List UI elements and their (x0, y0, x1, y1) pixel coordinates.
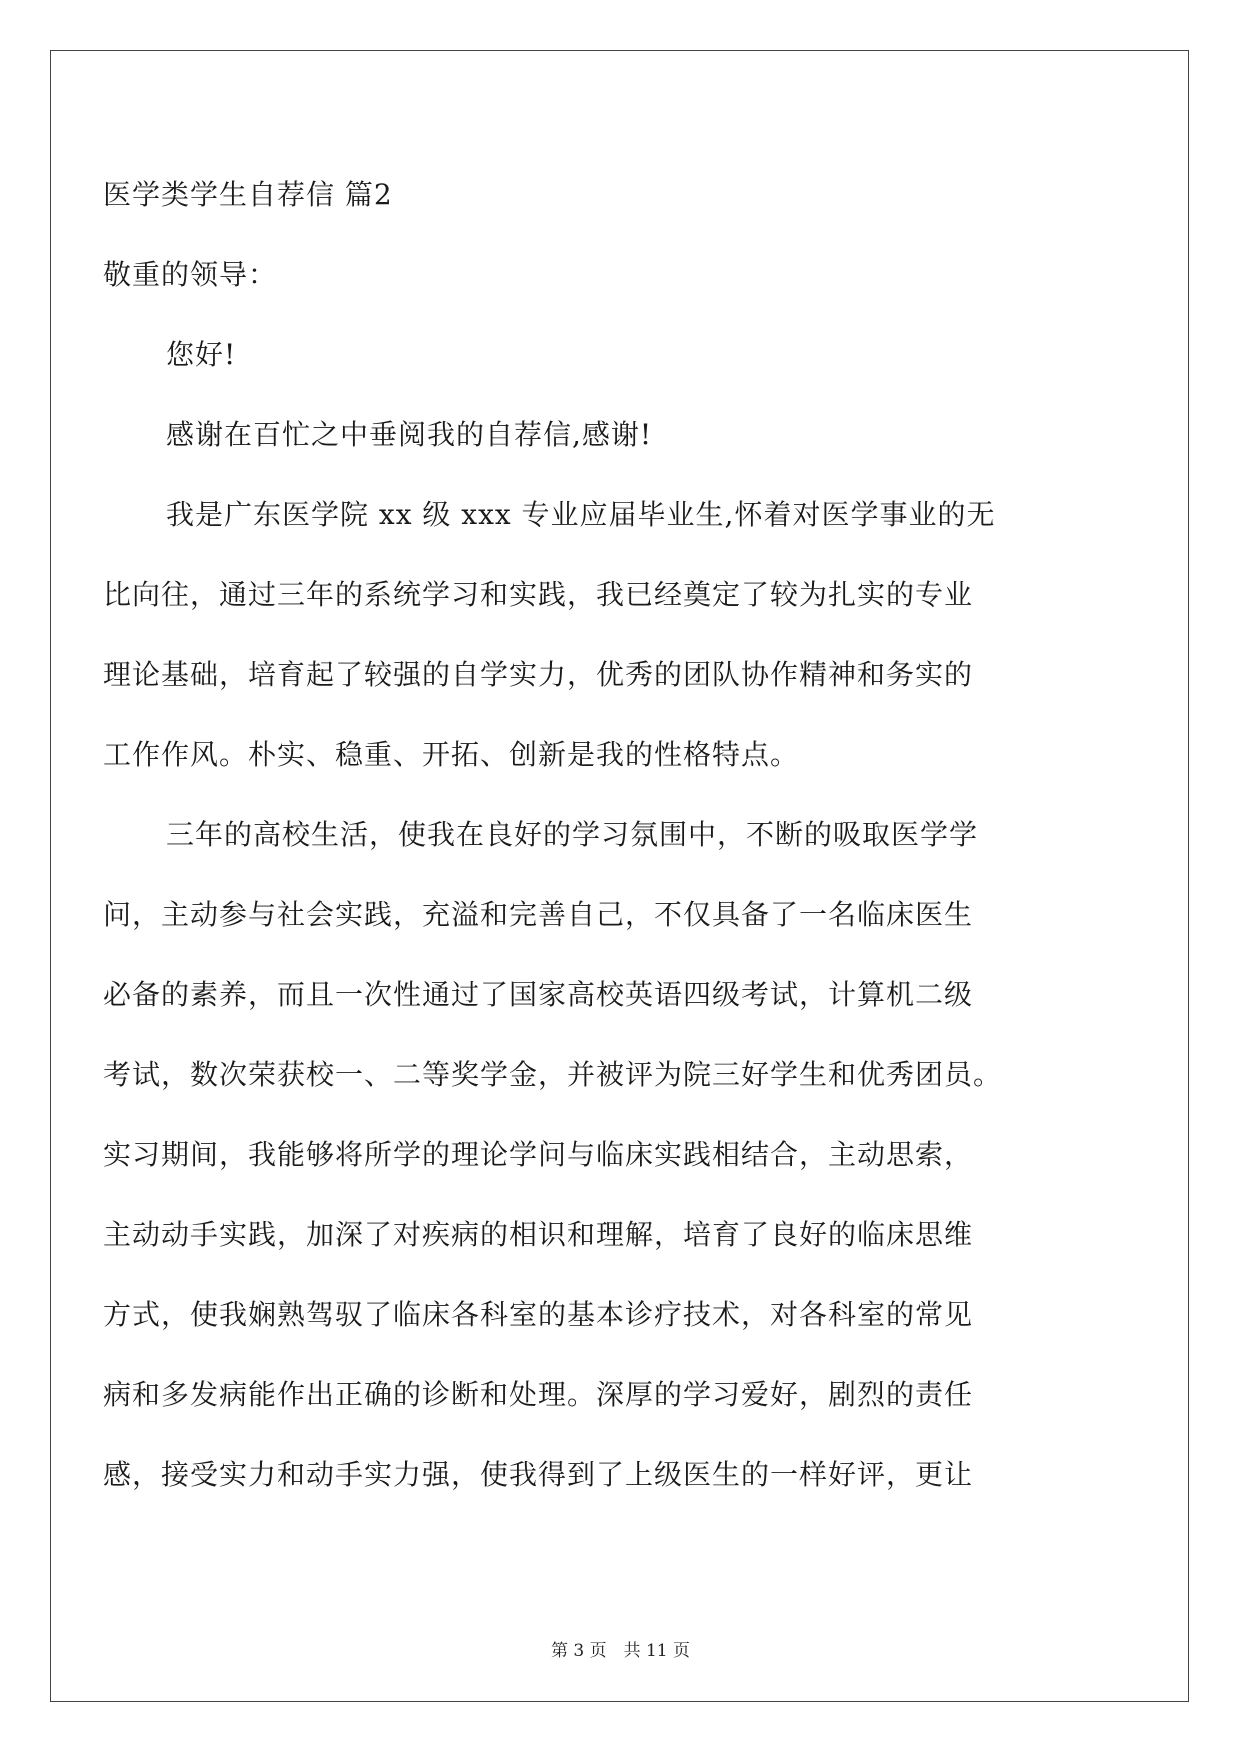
text-line: 工作作风。朴实、稳重、开拓、创新是我的性格特点。 (103, 738, 800, 771)
text-line: 我是广东医学院 xx 级 xxx 专业应届毕业生,怀着对医学事业的无 (166, 498, 996, 531)
text-line: 考试，数次荣获校一、二等奖学金，并被评为院三好学生和优秀团员。 (103, 1058, 1003, 1091)
text-line: 三年的高校生活，使我在良好的学习氛围中，不断的吸取医学学 (166, 818, 979, 851)
text-line: 病和多发病能作出正确的诊断和处理。深厚的学习爱好，剧烈的责任 (103, 1378, 974, 1411)
text-line: 您好! (166, 338, 237, 371)
text-line: 方式，使我娴熟驾驭了临床各科室的基本诊疗技术，对各科室的常见 (103, 1298, 974, 1331)
salutation: 敬重的领导： (103, 258, 278, 291)
text-line: 理论基础，培育起了较强的自学实力，优秀的团队协作精神和务实的 (103, 658, 974, 691)
document-title: 医学类学生自荐信 篇2 (103, 178, 393, 211)
paragraph-introduction (103, 475, 1103, 795)
page-number-footer: 第 3 页 共 11 页 (550, 1641, 691, 1661)
text-line: 比向往，通过三年的系统学习和实践，我已经奠定了较为扎实的专业 (103, 578, 974, 611)
document-body (103, 155, 1103, 1515)
text-line: 主动动手实践，加深了对疾病的相识和理解，培育了良好的临床思维 (103, 1218, 974, 1251)
text-line: 问，主动参与社会实践，充溢和完善自己，不仅具备了一名临床医生 (103, 898, 974, 931)
paragraph-experience (103, 795, 1103, 1515)
paragraph-greeting (103, 315, 1103, 395)
text-line: 必备的素养，而且一次性通过了国家高校英语四级考试，计算机二级 (103, 978, 974, 1011)
paragraph-thanks (103, 395, 1103, 475)
text-line: 感，接受实力和动手实力强，使我得到了上级医生的一样好评，更让 (103, 1458, 974, 1491)
text-line: 感谢在百忙之中垂阅我的自荐信,感谢! (166, 418, 653, 451)
text-line: 实习期间，我能够将所学的理论学问与临床实践相结合，主动思索， (103, 1138, 974, 1171)
